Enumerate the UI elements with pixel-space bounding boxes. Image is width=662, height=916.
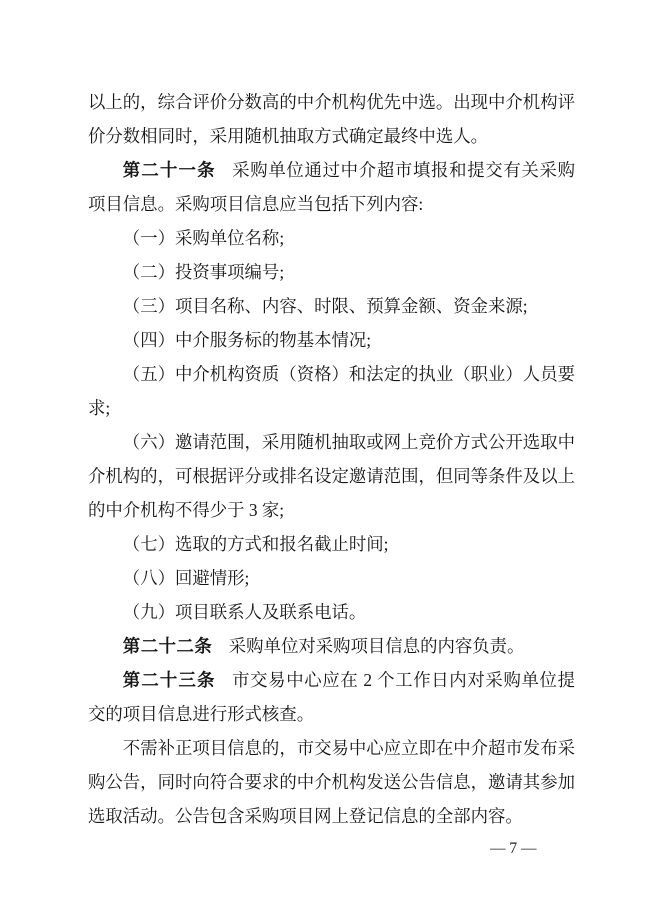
- clause-text: （七）选取的方式和报名截止时间;: [122, 534, 389, 554]
- clause-item-7: [88, 527, 575, 561]
- paragraph-text: 采购单位对采购项目信息的内容负责。: [228, 636, 525, 656]
- clause-item-3: [88, 289, 575, 323]
- clause-item-4: [88, 323, 575, 357]
- paragraph-article-22: [88, 629, 575, 663]
- clause-item-2: [88, 255, 575, 289]
- paragraph-article-21: [88, 153, 575, 221]
- clause-text: （五）中介机构资质（资格）和法定的执业（职业）人员要求;: [88, 364, 575, 418]
- clause-item-5: [88, 357, 575, 425]
- clause-text: （六）邀请范围，采用随机抽取或网上竞价方式公开选取中介机构的，可根据评分或排名设定邀请范围，但同等条件及以上的中介机构不得少于 3 家;: [88, 432, 575, 520]
- paragraph-text: 不需补正项目信息的，市交易中心应立即在中介超市发布采购公告，同时向符合要求的中介机构发送公告信息，邀请其参加选取活动。公告包含采购项目网上登记信息的全部内容。: [88, 738, 575, 826]
- clause-text: （三）项目名称、内容、时限、预算金额、资金来源;: [122, 296, 528, 316]
- clause-item-1: [88, 221, 575, 255]
- clause-text: （四）中介服务标的物基本情况;: [122, 330, 372, 350]
- article-22-heading: 第二十二条: [122, 636, 213, 656]
- document-body: [88, 85, 575, 833]
- clause-text: （九）项目联系人及联系电话。: [122, 602, 367, 622]
- clause-text: （二）投资事项编号;: [122, 262, 285, 282]
- clause-item-6: [88, 425, 575, 527]
- clause-item-9: [88, 595, 575, 629]
- clause-text: （八）回避情形;: [122, 568, 250, 588]
- clause-item-8: [88, 561, 575, 595]
- article-23-heading: 第二十三条: [122, 670, 216, 690]
- paragraph-text: 市交易中心应在 2 个工作日内对采购单位提交的项目信息进行形式核查。: [88, 670, 575, 724]
- clause-text: （一）采购单位名称;: [122, 228, 285, 248]
- paragraph-article-23: [88, 663, 575, 731]
- paragraph-closing: [88, 731, 575, 833]
- paragraph-text: 采购单位通过中介超市填报和提交有关采购项目信息。采购项目信息应当包括下列内容:: [88, 160, 575, 214]
- paragraph-continuation: [88, 85, 575, 153]
- page-number: — 7 —: [490, 840, 537, 857]
- paragraph-text: 以上的，综合评价分数高的中介机构优先中选。出现中介机构评价分数相同时，采用随机抽取方式确定最终中选人。: [88, 92, 575, 146]
- page-footer: [490, 839, 550, 859]
- article-21-heading: 第二十一条: [122, 160, 216, 180]
